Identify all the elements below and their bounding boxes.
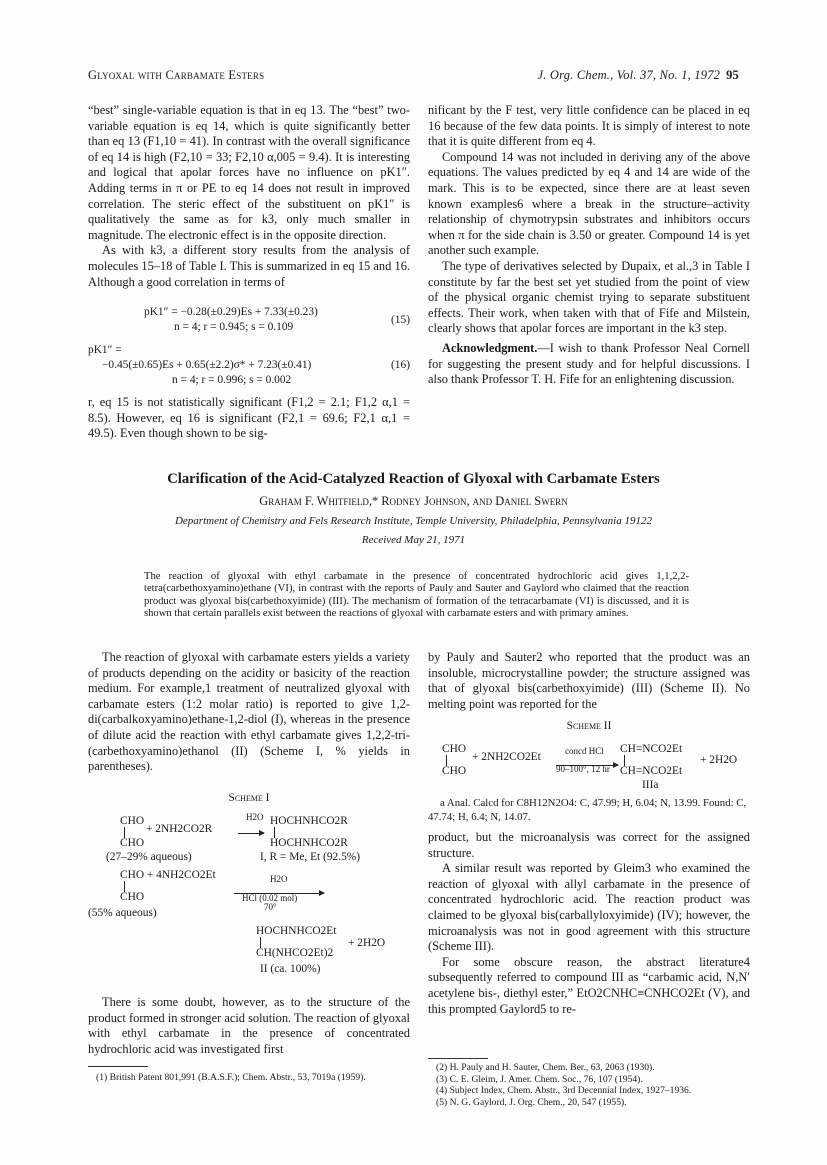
reaction-condition: concd HCl — [565, 746, 604, 756]
water-byproduct: + 2H2O — [700, 754, 738, 766]
product-label: IIIa — [642, 779, 659, 791]
equation-stats: n = 4; r = 0.945; s = 0.109 — [174, 321, 294, 333]
product-top: CH=NCO2Et — [620, 743, 683, 755]
acknowledgment-label: Acknowledgment. — [442, 340, 538, 355]
article-left-column-end — [88, 995, 410, 1057]
product-label: I, R = Me, Et (92.5%) — [260, 851, 361, 863]
reactant-glyoxal-top: CHO — [442, 743, 467, 755]
paragraph: The type of derivatives selected by Dupaix, et al.,3 in Table I constitute by far the best set yet studied from the point of view of the physical organic chemist trying to separate substituent effects. Their work, when taken with that of Fife and Milstein, clearly shows that apolar forces are important in the k3 step. — [428, 258, 750, 336]
product-bottom: CH(NHCO2Et)2 — [256, 947, 334, 959]
reactant-line: CHO + 4NH2CO2Et — [120, 869, 216, 881]
equation-line: −0.45(±0.65)Es + 0.65(±2.2)σ* + 7.23(±0.41) — [102, 359, 312, 371]
equation-lhs: pK1″ = — [88, 344, 122, 356]
scheme-1 — [88, 792, 410, 992]
running-title: Glyoxal with Carbamate Esters — [88, 68, 265, 82]
footnote-5: (5) N. G. Gaylord, J. Org. Chem., 20, 547 (1955). — [436, 1096, 627, 1108]
product-label: II (ca. 100%) — [260, 963, 321, 975]
scheme-title: Scheme II — [566, 720, 612, 732]
product-bottom: CH=NCO2Et — [620, 765, 683, 777]
footnote-2: (2) H. Pauly and H. Sauter, Chem. Ber., 63, 2063 (1930). — [436, 1062, 655, 1073]
footnote-rule — [88, 1066, 148, 1067]
concentration-note: (55% aqueous) — [88, 907, 157, 919]
equation-number: (16) — [391, 359, 410, 371]
paragraph: As with k3, a different story results from the analysis of molecules 15–18 of Table I. This is summarized in eq 15 and 16. Although a good correlation in terms of — [88, 243, 410, 289]
equation-line: pK1″ = −0.28(±0.29)Es + 7.33(±0.23) — [144, 306, 318, 318]
journal-citation — [538, 68, 739, 83]
article-title: Clarification of the Acid-Catalyzed Reaction of Glyoxal with Carbamate Esters — [167, 471, 660, 487]
reaction-condition: H2O — [270, 874, 288, 884]
footnote-rule — [428, 1058, 488, 1059]
reactant-glyoxal-bottom: CHO — [120, 837, 145, 849]
concentration-note: (27–29% aqueous) — [106, 851, 192, 863]
reactant-carbamate: + 2NH2CO2Et — [472, 751, 541, 763]
paragraph: Compound 14 was not included in deriving any of the above equations. The values predicted by eq 4 and 14 are wide of the mark. This is to be expected, since there are at least seven known examples6 where a break in the structure–activity relationship of chymotrypsin substrates and inhibitors occurs when π for the side chain is 3.50 or greater. Compound 14 is yet another such example. — [428, 149, 750, 258]
abstract: The reaction of glyoxal with ethyl carbamate in the presence of concentrated hydrochloric acid gives 1,1,2,2-tetra(carbethoxyamino)ethane (VI), in contrast with the reports of Pauly and Sauter and Gaylord who claimed that the reaction product was glyoxal bis(carbethoxyimide) (III). The mechanism of formation of the tetracarbamate (VI) is discussed, and it is shown that certain parallels exist between the reactions of glyoxal with carbamate esters and with primary amines. — [144, 571, 689, 620]
paragraph: nificant by the F test, very little confidence can be placed in eq 16 because of the few data points. It is simply of interest to note that it is quite different from eq 4. — [428, 103, 750, 149]
paragraph: For some obscure reason, the abstract literature4 subsequently referred to compound III as “carbamic acid, N,N′ acetylene bis-, diethyl ester,” EtO2CNHC≡CNHCO2Et (V), and this prompted Gaylord5 to re- — [428, 954, 750, 1016]
footnote-3: (3) C. E. Gleim, J. Amer. Chem. Soc., 76, 107 (1954). — [436, 1073, 643, 1085]
reaction-condition: HCl (0.02 mol) — [242, 893, 298, 903]
equation-15 — [144, 305, 410, 335]
reaction-condition: H2O — [246, 812, 264, 822]
article-right-column-cont — [428, 830, 750, 1017]
reaction-temperature: 70° — [264, 902, 277, 912]
received-date: Received May 21, 1971 — [361, 534, 466, 546]
paragraph: A similar result was reported by Gleim3 who examined the reaction of glyoxal with allyl carbamate in the presence of concentrated hydrochloric acid. The reaction product was claimed to be glyoxal bis(carballyloxyimide) (IV); however, the microanalysis was not in good agreement with this structure (Scheme III). — [428, 861, 750, 954]
reactant-glyoxal-bottom: CHO — [442, 765, 467, 777]
product-top: HOCHNHCO2R — [270, 815, 348, 827]
page-number: 95 — [726, 68, 739, 82]
article-affiliation: Department of Chemistry and Fels Research Institute, Temple University, Philadelphia, Pennsylvania 19122 — [174, 515, 652, 527]
acknowledgment — [428, 341, 750, 388]
paragraph: There is some doubt, however, as to the structure of the product formed in stronger acid solution. The reaction of glyoxal with ethyl carbamate in the presence of concentrated hydrochloric acid was investigated first — [88, 995, 410, 1056]
reactant-carbamate: + 2NH2CO2R — [146, 823, 213, 835]
prev-article-right-column — [428, 103, 750, 388]
paragraph: r, eq 15 is not statistically significant (F1,2 = 2.1; F1,2 α,1 = 8.5). However, eq 16 is significant (F2,1 = 69.6; F2,1 α,1 = 49.5). Even though shown to be sig- — [88, 395, 410, 441]
equation-number: (15) — [391, 314, 410, 326]
acknowledgment-text: —I wish to thank Professor Neal Cornell for suggesting the present study and for helpful discussions. I also thank Professor T. H. Fife for an enlightening discussion. — [428, 340, 750, 387]
paragraph: by Pauly and Sauter2 who reported that the product was an insoluble, microcrystalline powder; the structure assigned was that of glyoxal bis(carbethoxyimide) (III) (Scheme II). No melting point was reported for the — [428, 650, 750, 711]
product-bottom: HOCHNHCO2R — [270, 837, 348, 849]
reaction-condition: 90–100°, 12 hr — [556, 764, 610, 774]
footnote-4: (4) Subject Index, Chem. Abstr., 3rd Decennial Index, 1927–1936. — [436, 1085, 692, 1096]
scheme-2 — [428, 720, 750, 823]
prev-article-left-column — [88, 103, 410, 290]
journal-name: J. Org. Chem., Vol. 37, No. 1, 1972 — [537, 68, 721, 82]
equation-stats: n = 4; r = 0.996; s = 0.002 — [172, 374, 292, 386]
reactant-glyoxal-bottom: CHO — [120, 891, 145, 903]
paragraph: “best” single-variable equation is that in eq 13. The “best” two-variable equation is eq 14, which is quite significantly better than eq 13 (F1,10 = 41). In contrast with the overall significance of eq 14 is high (F2,10 = 33; F2,10 α,005 = 9.4). It is interesting and logical that apolar forces have no influence on pK1″. Adding terms in π or PE to eq 14 does not result in improved correlation. The steric effect of the substituent on pK1″ is qualitatively the same as for k3, only much smaller in magnitude. The electronic effect is in the opposite direction. — [88, 103, 410, 242]
analysis-footnote: a Anal. Calcd for C8H12N2O4: C, 47.99; H, 6.04; N, 13.99. Found: C, 47.74; H, 6.4; N, 14.07. — [428, 797, 747, 823]
scheme-title: Scheme I — [228, 792, 270, 804]
footnotes-right — [436, 1062, 750, 1108]
equation-16 — [88, 343, 410, 388]
water-byproduct: + 2H2O — [348, 937, 386, 949]
reaction-arrow — [238, 824, 264, 842]
product-top: HOCHNHCO2Et — [256, 925, 337, 937]
article-authors: Graham F. Whitfield,* Rodney Johnson, and Daniel Swern — [259, 494, 568, 508]
paragraph: The reaction of glyoxal with carbamate esters yields a variety of products depending on the acidity or basicity of the reaction medium. For example,1 treatment of neutralized glyoxal with carbamate esters (1:2 molar ratio) is reported to give 1,2-di(carbalkoxyamino)ethane-1,2-diol (I), whereas in the presence of dilute acid the reaction with ethyl carbamate gives 1,2,2-tri-(carbethoxyamino)ethanol (II) (Scheme I, % yields in parentheses). — [88, 650, 410, 774]
footnote-1: (1) British Patent 801,991 (B.A.S.F.); Chem. Abstr., 53, 7019a (1959). — [96, 1072, 366, 1083]
paragraph: product, but the microanalysis was correct for the assigned structure. — [428, 830, 750, 860]
article-left-column — [88, 650, 410, 775]
reactant-glyoxal-top: CHO — [120, 815, 145, 827]
article-right-column — [428, 650, 750, 712]
prev-article-left-column-end — [88, 395, 410, 442]
